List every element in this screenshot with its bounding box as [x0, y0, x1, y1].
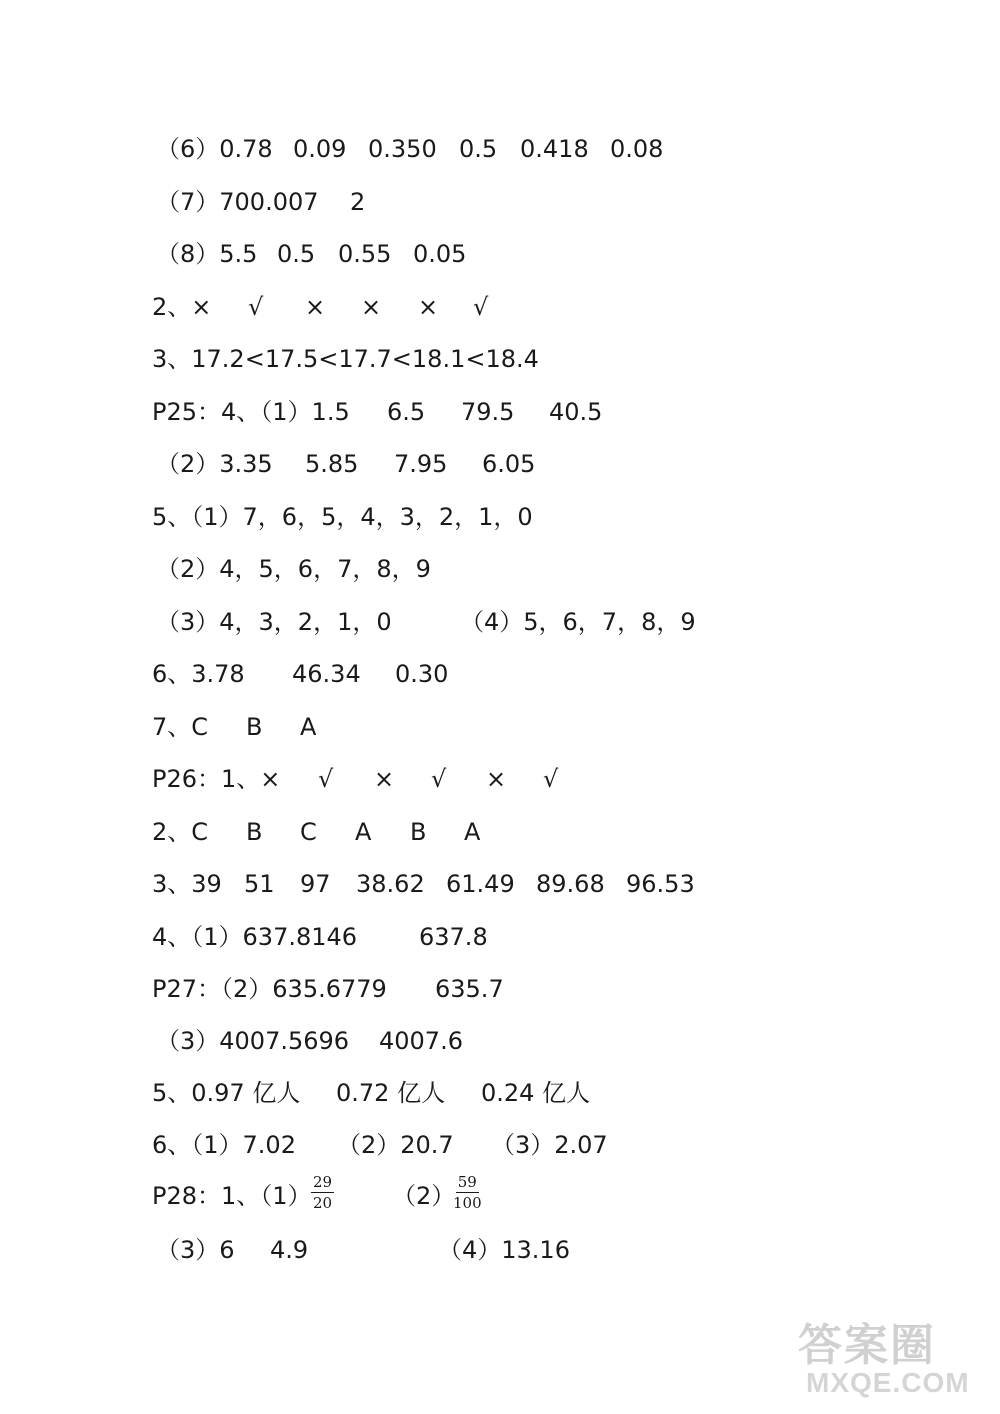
- fraction-numerator: 59: [457, 1173, 477, 1191]
- answer-text: ×: [418, 293, 439, 321]
- answer-text: C: [300, 818, 317, 846]
- answer-text: 3、17.2<17.5<17.7<18.1<18.4: [152, 345, 539, 373]
- answer-text: 0.72 亿人: [336, 1079, 446, 1107]
- answer-text: 6、（1）7.02: [152, 1131, 296, 1159]
- watermark-url: MXQE.COM: [806, 1367, 970, 1398]
- answer-text: ×: [486, 765, 507, 793]
- answer-text: 97: [300, 870, 331, 898]
- answer-text: 61.49: [446, 870, 515, 898]
- answer-text: 6.05: [482, 450, 536, 478]
- answer-text: 6.5: [387, 398, 426, 426]
- answer-text: 0.05: [413, 240, 467, 268]
- answer-text: 38.62: [356, 870, 425, 898]
- fraction-denominator: 20: [313, 1194, 333, 1212]
- answer-text: 0.418: [520, 135, 589, 163]
- answer-text: P26：1、×: [152, 765, 281, 793]
- answer-text: （2）20.7: [337, 1131, 454, 1159]
- answer-text: 79.5: [461, 398, 515, 426]
- answer-text: 46.34: [292, 660, 361, 688]
- answer-text: 635.7: [435, 975, 504, 1003]
- fraction-59-100: [451, 1172, 484, 1213]
- answer-text: P25：4、（1）1.5: [152, 398, 350, 426]
- answer-text: B: [410, 818, 427, 846]
- answer-text: 40.5: [549, 398, 603, 426]
- answer-text: A: [355, 818, 372, 846]
- answer-text: √: [248, 293, 264, 321]
- answer-text: 2、C: [152, 818, 209, 846]
- answer-text: 4007.6: [379, 1027, 463, 1055]
- answer-text: 5、0.97 亿人: [152, 1079, 301, 1107]
- watermark-logo-text: 答案圈: [798, 1320, 936, 1371]
- answer-text: 0.09: [293, 135, 347, 163]
- answer-text: 0.08: [610, 135, 664, 163]
- answer-text: （4）5，6，7，8，9: [460, 608, 696, 636]
- answer-text: ×: [374, 765, 395, 793]
- answer-text: 3、39: [152, 870, 222, 898]
- answer-text: A: [464, 818, 481, 846]
- watermark-logo: [798, 1309, 978, 1404]
- answer-text: 0.30: [395, 660, 449, 688]
- answer-text: 0.5: [459, 135, 498, 163]
- answer-text: 6、3.78: [152, 660, 245, 688]
- answer-text: （8）5.5: [156, 240, 258, 268]
- answer-text: 51: [244, 870, 275, 898]
- answer-text: 7.95: [394, 450, 448, 478]
- answer-text: A: [300, 713, 317, 741]
- answer-text: 89.68: [536, 870, 605, 898]
- answer-text: √: [543, 765, 559, 793]
- answer-text: （3）4，3，2，1，0: [156, 608, 392, 636]
- answer-text: （3）4007.5696: [156, 1027, 350, 1055]
- answer-text: 4、（1）637.8146: [152, 923, 358, 951]
- answer-text: 0.55: [338, 240, 392, 268]
- fraction-numerator: 29: [313, 1173, 333, 1191]
- answer-text: 2: [350, 188, 366, 216]
- answer-text: 5.85: [305, 450, 359, 478]
- answer-text: （7）700.007: [156, 188, 319, 216]
- answer-text: 7、C: [152, 713, 209, 741]
- answer-text: 5、（1）7，6，5，4，3，2，1，0: [152, 503, 533, 531]
- answer-text: （2）: [392, 1182, 456, 1210]
- answer-text: 4.9: [270, 1236, 309, 1264]
- fraction-denominator: 100: [453, 1194, 482, 1212]
- answer-text: √: [318, 765, 334, 793]
- answer-text: （3）6: [156, 1236, 235, 1264]
- answer-text: （2）3.35: [156, 450, 273, 478]
- answer-text: （4）13.16: [438, 1236, 570, 1264]
- answer-text: ×: [305, 293, 326, 321]
- answer-text: 637.8: [419, 923, 488, 951]
- answer-text: P27：（2）635.6779: [152, 975, 387, 1003]
- answer-text: √: [431, 765, 447, 793]
- answer-text: 0.5: [277, 240, 316, 268]
- answer-text: 2、×: [152, 293, 212, 321]
- answer-text: （3）2.07: [491, 1131, 608, 1159]
- answer-text: （2）4，5，6，7，8，9: [156, 555, 431, 583]
- fraction-29-20: [311, 1172, 334, 1213]
- answer-text: P28：1、（1）: [152, 1182, 312, 1210]
- answer-text: √: [473, 293, 489, 321]
- answer-text: ×: [361, 293, 382, 321]
- answer-text: 0.350: [368, 135, 437, 163]
- answer-text: 0.24 亿人: [481, 1079, 591, 1107]
- answer-text: （6）0.78: [156, 135, 273, 163]
- answer-text: 96.53: [626, 870, 695, 898]
- answer-text: B: [246, 713, 263, 741]
- answer-text: B: [246, 818, 263, 846]
